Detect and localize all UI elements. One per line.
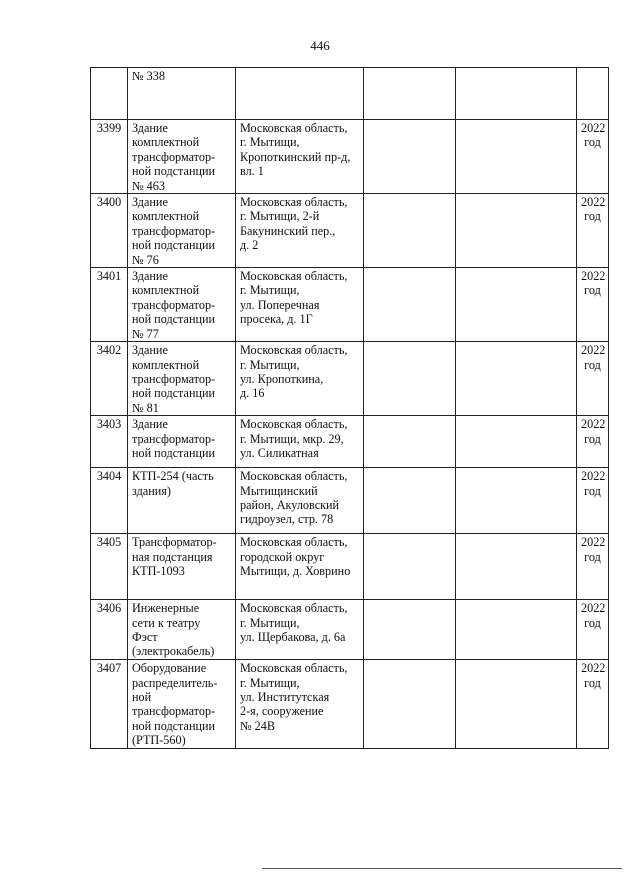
empty-cell [364,534,456,600]
year-cell: 2022 год [577,534,609,600]
object-address: Московская область, Мытищинский район, Акуловский гидроузел, стр. 78 [236,468,364,534]
object-name: Здание комплектной трансформатор- ной подстанции № 463 [128,120,236,194]
object-name: Инженерные сети к театру Фэст (электрокабель) [128,600,236,660]
table-row [91,342,609,416]
table-row [91,660,609,748]
year-cell: 2022 год [577,268,609,342]
year-cell: 2022 год [577,660,609,748]
table-row [91,416,609,468]
object-name: Здание трансформатор- ной подстанции [128,416,236,468]
empty-cell [456,342,577,416]
empty-cell [456,120,577,194]
empty-cell [456,534,577,600]
object-address: Московская область, г. Мытищи, Кропоткинский пр-д, вл. 1 [236,120,364,194]
object-address: Московская область, г. Мытищи, ул. Щербакова, д. 6а [236,600,364,660]
year-cell: 2022 год [577,468,609,534]
year-cell: 2022 год [577,600,609,660]
year-cell [577,68,609,120]
object-address: Московская область, городской округ Мытищи, д. Ховрино [236,534,364,600]
empty-cell [364,68,456,120]
empty-cell [364,468,456,534]
object-name: Здание комплектной трансформатор- ной подстанции № 76 [128,194,236,268]
object-address: Московская область, г. Мытищи, мкр. 29, ул. Силикатная [236,416,364,468]
table-row [91,268,609,342]
empty-cell [456,268,577,342]
footer-divider [262,868,622,869]
empty-cell [364,416,456,468]
year-cell: 2022 год [577,194,609,268]
row-number: 3400 [91,194,128,268]
empty-cell [364,600,456,660]
table-row [91,120,609,194]
object-address: Московская область, г. Мытищи, ул. Кропоткина, д. 16 [236,342,364,416]
object-name: Здание комплектной трансформатор- ной подстанции № 77 [128,268,236,342]
empty-cell [364,660,456,748]
empty-cell [364,268,456,342]
empty-cell [456,600,577,660]
object-address: Московская область, г. Мытищи, 2-й Бакунинский пер., д. 2 [236,194,364,268]
object-name: Оборудование распределитель- ной трансформатор- ной подстанции (РТП-560) [128,660,236,748]
object-name: Трансформатор- ная подстанция КТП-1093 [128,534,236,600]
table-row [91,68,609,120]
page-number: 446 [310,38,330,53]
empty-cell [364,342,456,416]
empty-cell [456,416,577,468]
year-cell: 2022 год [577,342,609,416]
row-number: 3407 [91,660,128,748]
object-address: Московская область, г. Мытищи, ул. Институтская 2-я, сооружение № 24В [236,660,364,748]
row-number: 3399 [91,120,128,194]
empty-cell [364,194,456,268]
table-body [91,68,609,749]
table-row [91,600,609,660]
object-name: Здание комплектной трансформатор- ной подстанции № 81 [128,342,236,416]
row-number: 3403 [91,416,128,468]
empty-cell [364,120,456,194]
table-row [91,194,609,268]
registry-table [90,67,609,749]
empty-cell [456,660,577,748]
table-row [91,468,609,534]
row-number: 3406 [91,600,128,660]
year-cell: 2022 год [577,120,609,194]
empty-cell [456,194,577,268]
empty-cell [456,468,577,534]
empty-cell [456,68,577,120]
row-number [91,68,128,120]
object-name: КТП-254 (часть здания) [128,468,236,534]
row-number: 3402 [91,342,128,416]
table-row [91,534,609,600]
row-number: 3401 [91,268,128,342]
object-address: Московская область, г. Мытищи, ул. Поперечная просека, д. 1Г [236,268,364,342]
object-name: № 338 [128,68,236,120]
row-number: 3404 [91,468,128,534]
object-address [236,68,364,120]
year-cell: 2022 год [577,416,609,468]
row-number: 3405 [91,534,128,600]
